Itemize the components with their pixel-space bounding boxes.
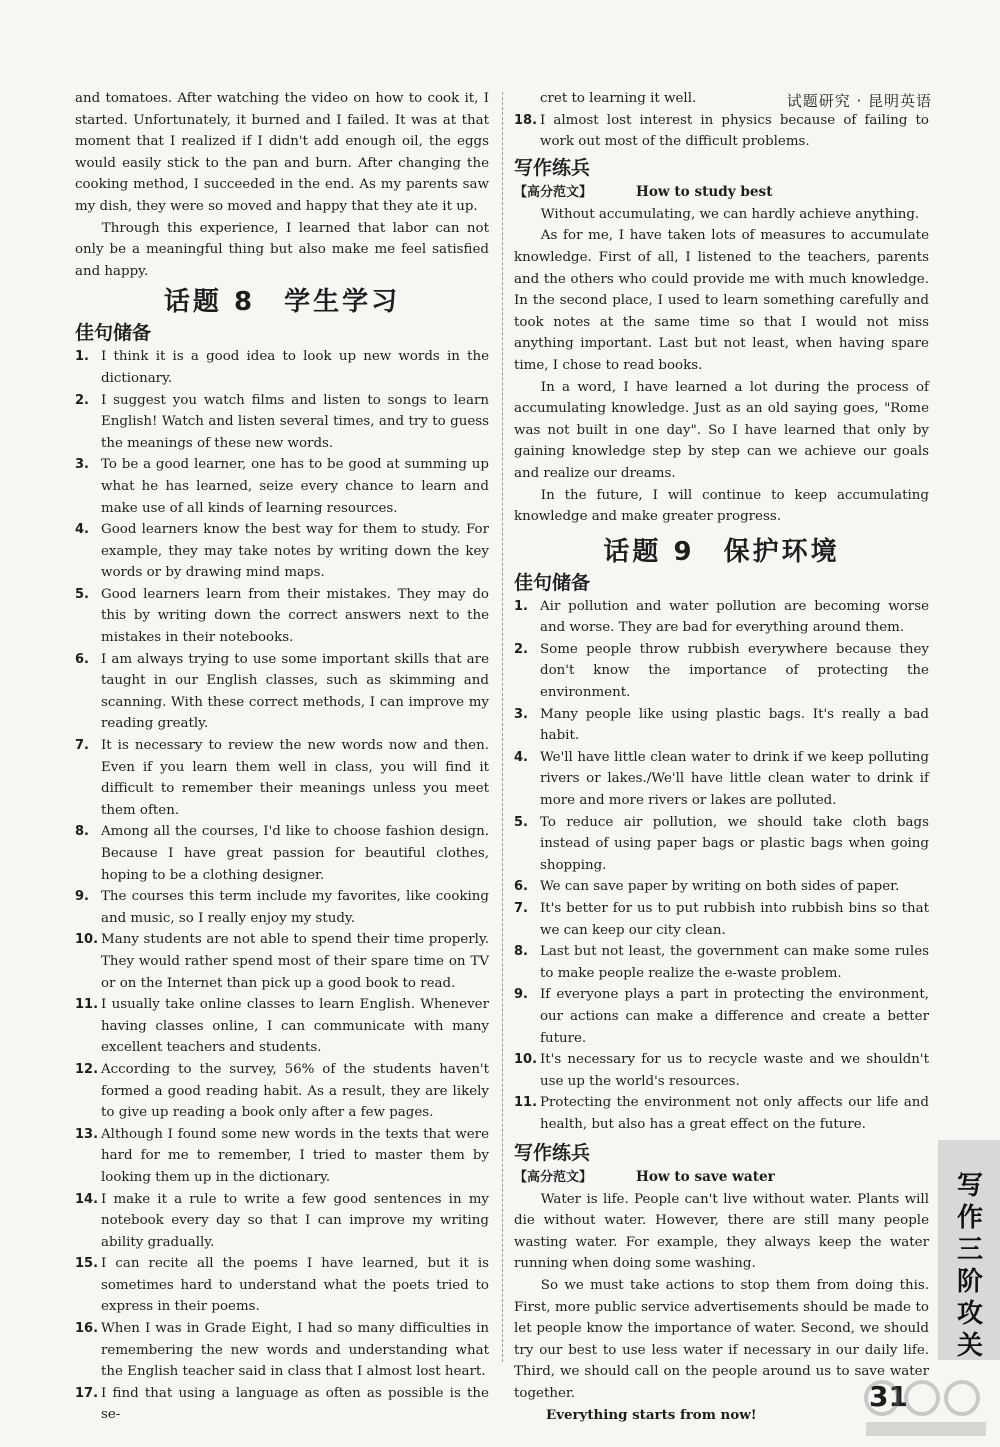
sentence-text: I am always trying to use some important skills that are taught in our English classes, such as skimming and scanning. With these correct methods, I can improve my reading greatly. xyxy=(101,651,489,732)
sentence-number: 10. xyxy=(514,1052,538,1068)
sentence-17-continued: cret to learning it well. xyxy=(540,91,697,106)
sentence-number: 1. xyxy=(514,598,528,614)
sentence-text: The courses this term include my favorites, like cooking and music, so I really enjoy my study. xyxy=(101,889,489,926)
sentence-number: 14. xyxy=(75,1191,99,1207)
sentence-number: 13. xyxy=(75,1126,99,1142)
sentence-text: To be a good learner, one has to be good at summing up what he has learned, seize every chance to learn and make use of all kinds of learning resources. xyxy=(101,457,489,516)
list-item xyxy=(514,596,929,639)
sentence-text: Last but not least, the government can make some rules to make people realize the e-waste problem. xyxy=(540,944,929,981)
sentence-text: I usually take online classes to learn English. Whenever having classes online, I can communicate with many excellent teachers and students. xyxy=(101,997,489,1056)
essay-paragraph: So we must take actions to stop them from doing this. First, more public service advertisements should be made to let people know the importance of water. Second, we should try our best to use less water if necessary in our daily life. Third, we should call on the people around us to save water together. xyxy=(514,1277,929,1401)
section-side-tab xyxy=(938,1140,1000,1360)
intro-paragraph-2: Through this experience, I learned that labor can not only be a meaningful thing but also make me feel satisfied and happy. xyxy=(75,220,489,279)
sentence-bank-heading: 佳句储备 xyxy=(514,571,591,594)
list-item xyxy=(514,941,929,984)
sentence-text: Some people throw rubbish everywhere because they don't know the importance of protecting the environment. xyxy=(540,641,929,701)
sentence-text: It's necessary for us to recycle waste and we shouldn't use up the world's resources. xyxy=(540,1052,929,1089)
list-item xyxy=(75,1318,489,1383)
sentence-number: 17. xyxy=(75,1385,99,1401)
watermark-logo-icon xyxy=(860,1374,992,1442)
list-item xyxy=(75,390,489,455)
list-item xyxy=(75,454,489,519)
sentence-text: We can save paper by writing on both sides of paper. xyxy=(540,879,900,895)
sentence-number: 11. xyxy=(75,997,99,1013)
intro-paragraph-1: and tomatoes. After watching the video on how to cook it, I started. Unfortunately, it burned and I failed. It was at that moment that I realized if I didn't add enough oil, the eggs would easily stick to the pan and burn. After changing the cooking method, I succeeded in the end. As my parents saw my dish, they were so moved and happy that they ate it up. xyxy=(75,91,489,214)
sentence-number: 5. xyxy=(514,814,528,830)
right-column xyxy=(514,88,929,1426)
sentence-number: 3. xyxy=(514,706,528,722)
sentence-list-topic8 xyxy=(75,346,489,1426)
sentence-number: 9. xyxy=(514,987,528,1003)
sentence-text: Protecting the environment not only affects our life and health, but also has a great effect on the future. xyxy=(540,1095,929,1132)
list-item xyxy=(514,639,929,704)
essay-paragraph: In a word, I have learned a lot during the process of accumulating knowledge. Just as an old saying goes, "Rome was not built in one day". So I have learned that only by gaining knowledge step by step can we achieve our goals and realize our dreams. xyxy=(514,379,929,481)
sentence-number: 8. xyxy=(75,824,89,840)
sentence-number: 2. xyxy=(514,641,528,657)
list-item xyxy=(75,1059,489,1124)
topic-9-title: 话题 9 保护环境 xyxy=(603,536,840,567)
page-header: 试题研究 · 昆明英语 xyxy=(786,92,932,110)
sentence-number: 8. xyxy=(514,944,528,960)
list-item xyxy=(75,519,489,584)
sentence-number: 10. xyxy=(75,932,99,948)
list-item xyxy=(514,984,929,1049)
sentence-number: 2. xyxy=(75,392,89,408)
list-item xyxy=(75,584,489,649)
list-item xyxy=(75,929,489,994)
sentence-text: Good learners know the best way for them to study. For example, they may take notes by writing down the key words or by drawing mind maps. xyxy=(101,522,489,581)
sentence-text: Among all the courses, I'd like to choose fashion design. Because I have great passion for beautiful clothes, hoping to be a clothing designer. xyxy=(101,824,489,883)
side-tab-label: 写作三阶攻关 xyxy=(956,1171,983,1361)
sentence-text: We'll have little clean water to drink if we keep polluting rivers or lakes./We'll have little clean water to drink if more and more rivers or lakes are polluted. xyxy=(540,749,929,809)
sentence-text: Many students are not able to spend their time properly. They would rather spend most of their spare time on TV or on the Internet than pick up a good book to read. xyxy=(101,932,489,991)
sentence-text: I almost lost interest in physics because of failing to work out most of the difficult problems. xyxy=(540,112,929,150)
list-item xyxy=(514,898,929,941)
writing-practice-heading: 写作练兵 xyxy=(514,156,591,179)
list-item xyxy=(75,1124,489,1189)
sentence-number: 18. xyxy=(514,112,538,128)
model-essay-header xyxy=(514,1166,929,1189)
sentence-number: 15. xyxy=(75,1256,99,1272)
model-essay-tag: 【高分范文】 xyxy=(514,184,593,200)
list-item xyxy=(514,876,929,898)
sentence-text: When I was in Grade Eight, I had so many difficulties in remembering the new words and understanding what the English teacher said in class that I almost lost heart. xyxy=(101,1321,489,1380)
list-item xyxy=(75,886,489,929)
column-divider xyxy=(502,92,503,1362)
sentence-number: 1. xyxy=(75,349,89,365)
sentence-text: I suggest you watch films and listen to songs to learn English! Watch and listen several times, and try to guess the meanings of these new words. xyxy=(101,392,489,451)
sentence-text: I think it is a good idea to look up new words in the dictionary. xyxy=(101,349,489,386)
sentence-list-topic9 xyxy=(514,596,929,1136)
essay-ending: Everything starts from now! xyxy=(546,1407,757,1424)
sentence-number: 4. xyxy=(75,522,89,538)
sentence-number: 7. xyxy=(514,901,528,916)
sentence-number: 7. xyxy=(75,738,89,754)
essay-title: How to save water xyxy=(636,1168,775,1185)
model-essay-2 xyxy=(514,1189,929,1405)
sentence-text: It's better for us to put rubbish into rubbish bins so that we can keep our city clean. xyxy=(540,901,929,938)
list-item xyxy=(75,1383,489,1426)
sentence-text: To reduce air pollution, we should take cloth bags instead of using paper bags or plastic bags when going shopping. xyxy=(540,814,929,873)
sentence-text: Air pollution and water pollution are becoming worse and worse. They are bad for everything around them. xyxy=(540,598,929,636)
list-item xyxy=(514,747,929,812)
sentence-number: 16. xyxy=(75,1321,99,1337)
list-item xyxy=(514,110,929,153)
model-essay-1 xyxy=(514,204,929,528)
list-item xyxy=(75,649,489,735)
sentence-text: According to the survey, 56% of the students haven't formed a good reading habit. As a result, they are likely to give up reading a book only after a few pages. xyxy=(101,1061,489,1121)
sentence-number: 4. xyxy=(514,749,528,765)
essay-title: How to study best xyxy=(636,183,773,200)
sentence-number: 9. xyxy=(75,889,89,905)
list-item xyxy=(514,1049,929,1092)
list-item xyxy=(75,821,489,886)
list-item xyxy=(514,704,929,747)
model-essay-header xyxy=(514,181,929,204)
list-item xyxy=(75,346,489,389)
essay-paragraph: In the future, I will continue to keep accumulating knowledge and make greater progress. xyxy=(514,487,929,525)
sentence-text: I make it a rule to write a few good sentences in my notebook every day so that I can improve my writing ability gradually. xyxy=(101,1191,489,1250)
essay-paragraph: Water is life. People can't live without water. Plants will die without water. However, there are still many people wasting water. For example, they always keep the water running when doing some washing. xyxy=(514,1191,929,1272)
sentence-text: If everyone plays a part in protecting the environment, our actions can make a difference and create a better future. xyxy=(540,987,929,1046)
sentence-bank-heading: 佳句储备 xyxy=(75,322,152,345)
sentence-number: 6. xyxy=(75,651,89,667)
sentence-text: Many people like using plastic bags. It's really a bad habit. xyxy=(540,706,929,744)
sentence-text: I can recite all the poems I have learned, but it is sometimes hard to understand what the poets tried to express in their poems. xyxy=(101,1256,489,1315)
sentence-text: Although I found some new words in the texts that were hard for me to remember, I tried to master them by looking them up in the dictionary. xyxy=(101,1126,489,1185)
writing-practice-heading: 写作练兵 xyxy=(514,1141,591,1164)
list-item xyxy=(514,812,929,877)
sentence-text: I find that using a language as often as possible is the se- xyxy=(101,1385,489,1423)
list-item xyxy=(75,1253,489,1318)
list-item xyxy=(75,1189,489,1254)
sentence-number: 12. xyxy=(75,1061,99,1077)
sentence-number: 3. xyxy=(75,457,89,473)
list-item xyxy=(514,1092,929,1135)
sentence-number: 11. xyxy=(514,1095,538,1111)
list-item xyxy=(75,735,489,821)
sentence-list-topic8-end xyxy=(514,110,929,153)
essay-paragraph: Without accumulating, we can hardly achieve anything. xyxy=(540,206,920,222)
sentence-number: 5. xyxy=(75,586,89,602)
sentence-text: Good learners learn from their mistakes. They may do this by writing down the correct answers next to the mistakes in their notebooks. xyxy=(101,586,489,646)
essay-paragraph: As for me, I have taken lots of measures to accumulate knowledge. First of all, I listened to the teachers, parents and the others who could provide me with much knowledge. In the second place, I used to learn something carefully and took notes at the same time so that I would not miss anything important. Last but not least, when having spare time, I chose to read books. xyxy=(514,228,929,373)
list-item xyxy=(75,994,489,1059)
model-essay-tag: 【高分范文】 xyxy=(514,1169,593,1185)
topic-8-title: 话题 8 学生学习 xyxy=(163,287,401,318)
sentence-text: It is necessary to review the new words now and then. Even if you learn them well in class, you will find it difficult to remember their meanings unless you meet them often. xyxy=(101,738,489,818)
page-number: 31 xyxy=(869,1380,908,1413)
left-column xyxy=(75,88,489,1426)
sentence-number: 6. xyxy=(514,879,528,895)
